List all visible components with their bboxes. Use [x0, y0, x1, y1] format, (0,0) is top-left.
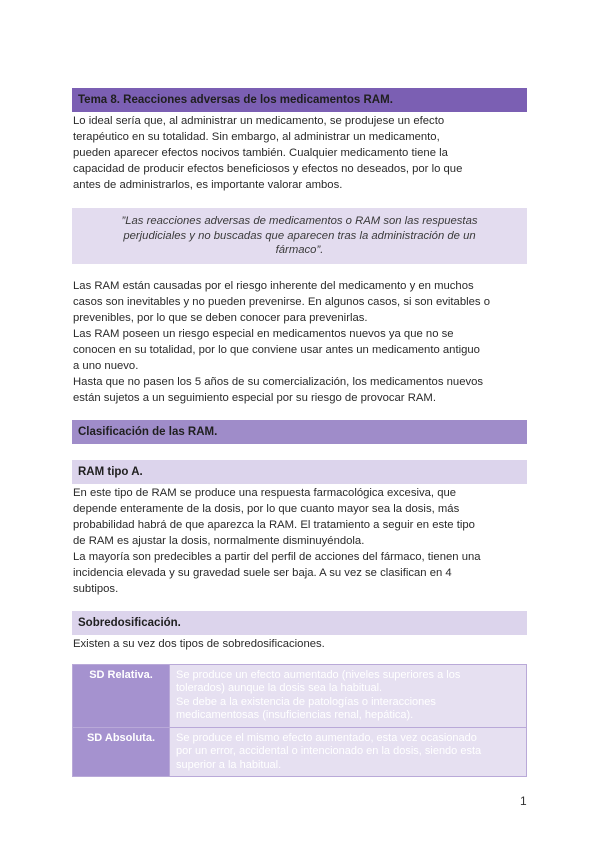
definition-quote — [72, 208, 527, 264]
text-line: capacidad de producir efectos beneficiosos y efectos no deseados, por lo que — [73, 163, 463, 175]
text-line: antes de administrarlos, es importante valorar ambos. — [73, 179, 343, 191]
text-line: de RAM es ajustar la dosis, normalmente disminuyéndola. — [73, 534, 365, 547]
sobredosificacion-table — [72, 664, 527, 778]
quote-line: fármaco”. — [275, 244, 324, 256]
cell-line: superior a la habitual. — [176, 758, 282, 771]
quote-line: perjudiciales y no buscadas que aparecen tras la administración de un — [123, 229, 476, 242]
text-line: depende enteramente de la dosis, por lo que cuanto mayor sea la dosis, más — [73, 502, 460, 515]
text-line: Las RAM poseen un riesgo especial en medicamentos nuevos ya que no se — [73, 327, 454, 340]
body-paragraph — [72, 278, 527, 406]
text-line: incidencia elevada y su gravedad suele ser baja. A su vez se clasifican en 4 — [73, 566, 452, 579]
cell-line: por un error, accidental o intencionado en la dosis, siendo esta — [176, 745, 482, 757]
intro-paragraph — [72, 113, 527, 193]
ram-tipo-a-paragraph — [72, 485, 527, 597]
document-page — [72, 88, 527, 777]
text-line: probabilidad habrá de que aparezca la RAM. El tratamiento a seguir en este tipo — [73, 518, 475, 531]
text-line: casos son inevitables y no pueden prevenirse. En algunos casos, si son evitables o — [73, 295, 490, 308]
text-line: En este tipo de RAM se produce una respuesta farmacológica excesiva, que — [73, 486, 457, 499]
cell-line: medicamentosas (insuficiencias renal, hepática). — [176, 709, 414, 721]
section-title-ram-tipo-a: RAM tipo A. — [72, 460, 527, 484]
text-line: pueden aparecer efectos nocivos también. Cualquier medicamento tiene la — [73, 147, 448, 159]
cell-line: tolerados) aunque la dosis sea la habitual. — [176, 682, 383, 694]
text-line: Lo ideal sería que, al administrar un medicamento, se produjese un efecto — [73, 115, 445, 127]
cell-line: Se produce un efecto aumentado (niveles superiores a los — [176, 668, 461, 681]
table-row — [73, 664, 527, 727]
section-title-sobredosificacion: Sobredosificación. — [72, 611, 527, 635]
cell-line: Se debe a la existencia de patologías o interacciones — [176, 695, 436, 708]
row-content — [170, 727, 527, 777]
row-label: SD Relativa. — [73, 664, 170, 727]
text-line: a uno nuevo. — [73, 359, 139, 372]
section-title-tema8: Tema 8. Reacciones adversas de los medicamentos RAM. — [72, 88, 527, 112]
table-row — [73, 727, 527, 777]
text-line: La mayoría son predecibles a partir del perfil de acciones del fármaco, tienen una — [73, 550, 481, 563]
text-line: Hasta que no pasen los 5 años de su comercialización, los medicamentos nuevos — [73, 375, 484, 388]
cell-line: Se produce el mismo efecto aumentado, esta vez ocasionado — [176, 731, 477, 744]
text-line: terapéutico en su totalidad. Sin embargo, al administrar un medicamento, — [73, 131, 440, 143]
row-content — [170, 664, 527, 727]
page-number: 1 — [520, 794, 527, 808]
text-line: Las RAM están causadas por el riesgo inherente del medicamento y en muchos — [73, 279, 474, 292]
quote-line: ”Las reacciones adversas de medicamentos o RAM son las respuestas — [121, 215, 478, 227]
text-line: prevenibles, por lo que se deben conocer para prevenirlas. — [73, 311, 368, 324]
text-line: conocen en su totalidad, por lo que conviene usar antes un medicamento antiguo — [73, 343, 480, 356]
text-line: están sujetos a un seguimiento especial por su riesgo de provocar RAM. — [73, 391, 436, 404]
sobredosificacion-intro: Existen a su vez dos tipos de sobredosificaciones. — [73, 637, 325, 650]
section-title-clasificacion: Clasificación de las RAM. — [72, 420, 527, 444]
text-line: subtipos. — [73, 582, 119, 595]
row-label: SD Absoluta. — [73, 727, 170, 777]
